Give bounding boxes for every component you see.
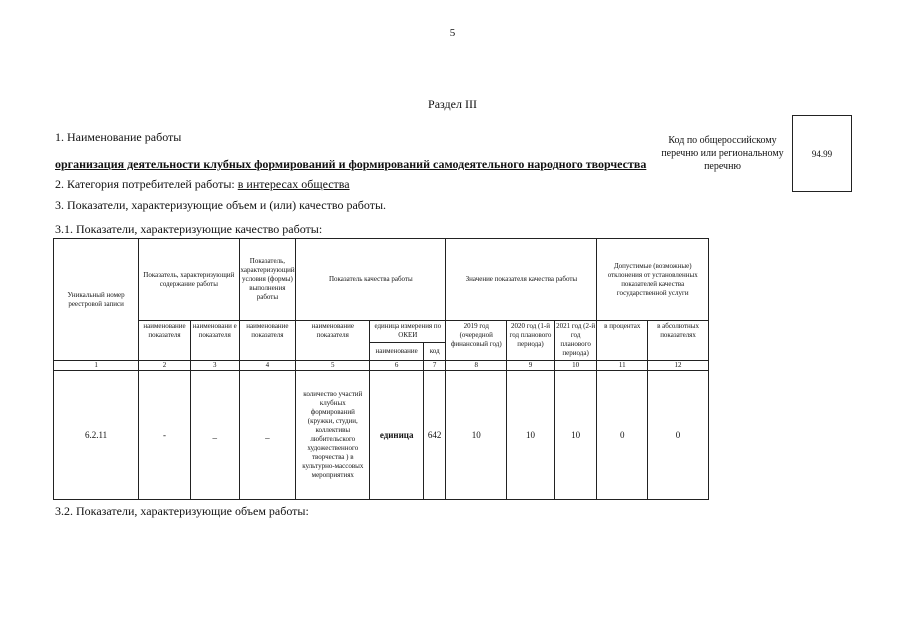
category-value: в интересах общества [237, 177, 350, 191]
header-values: Значение показателя качества работы [446, 239, 597, 321]
column-number: 2 [139, 361, 191, 371]
column-number: 11 [597, 361, 648, 371]
column-number: 12 [648, 361, 709, 371]
header-year-2020: 2020 год (1-й год планового периода) [507, 321, 555, 361]
header-name-2: наименовани е показателя [190, 321, 239, 361]
cell-value-2020: 10 [507, 371, 555, 500]
code-value: 94.99 [811, 148, 833, 159]
work-name: организация деятельности клубных формирований и формирований самодеятельного народного творчества [55, 157, 647, 171]
header-name-1: наименование показателя [139, 321, 191, 361]
category-label: 2. Категория потребителей работы: [55, 177, 238, 191]
header-quality: Показатель качества работы [296, 239, 446, 321]
header-registry: Уникальный номер реестровой записи [54, 239, 139, 361]
cell-indicator: количество участий клубных формирований (кружки, студии, коллективы любительского художественного творчества ) в культурно-массовых мероприятиях [296, 371, 370, 500]
header-unit: единица измерения по ОКЕИ [370, 321, 446, 343]
cell-unit-name: единица [370, 371, 424, 500]
code-label: Код по общероссийскому перечню или региональному перечню [661, 135, 784, 172]
column-number: 1 [54, 361, 139, 371]
cell-unit-code: 642 [424, 371, 446, 500]
work-name-label: 1. Наименование работы [55, 130, 182, 144]
indicators-title: 3. Показатели, характеризующие объем и (или) качество работы. [55, 198, 387, 212]
cell-registry: 6.2.11 [54, 371, 139, 500]
column-number: 8 [446, 361, 507, 371]
header-unit-code: код [424, 343, 446, 361]
cell-content-1: - [139, 371, 191, 500]
column-number: 7 [424, 361, 446, 371]
column-number: 5 [296, 361, 370, 371]
header-year-2019: 2019 год (очередной финансовый год) [446, 321, 507, 361]
cell-deviation-absolute: 0 [648, 371, 709, 500]
header-absolute: в абсолютных показателях [648, 321, 709, 361]
cell-value-2021: 10 [554, 371, 597, 500]
column-number: 6 [370, 361, 424, 371]
cell-deviation-percent: 0 [597, 371, 648, 500]
volume-title: 3.2. Показатели, характеризующие объем работы: [55, 504, 309, 518]
header-deviations: Допустимые (возможные) отклонения от установленных показателей качества государственной услуги [597, 239, 709, 321]
page-number: 5 [449, 27, 456, 39]
header-name-3: наименование показателя [239, 321, 296, 361]
column-number: 4 [239, 361, 296, 371]
code-box [792, 115, 852, 192]
header-content: Показатель, характеризующий содержание работы [139, 239, 239, 321]
header-unit-name: наименование [370, 343, 424, 361]
table-row [54, 371, 709, 500]
cell-value-2019: 10 [446, 371, 507, 500]
cell-condition: _ [239, 371, 296, 500]
column-number: 9 [507, 361, 555, 371]
header-percent: в процентах [597, 321, 648, 361]
header-conditions: Показатель, характеризующий условия (формы) выполнения работы [239, 239, 296, 321]
cell-content-2: _ [190, 371, 239, 500]
column-number: 3 [190, 361, 239, 371]
quality-title: 3.1. Показатели, характеризующие качество работы: [55, 222, 323, 236]
header-year-2021: 2021 год (2-й год планового периода) [554, 321, 597, 361]
consumer-category [55, 177, 350, 192]
column-number: 10 [554, 361, 597, 371]
quality-table [53, 238, 709, 500]
section-title: Раздел III [428, 97, 477, 111]
header-name-4: наименование показателя [296, 321, 370, 361]
